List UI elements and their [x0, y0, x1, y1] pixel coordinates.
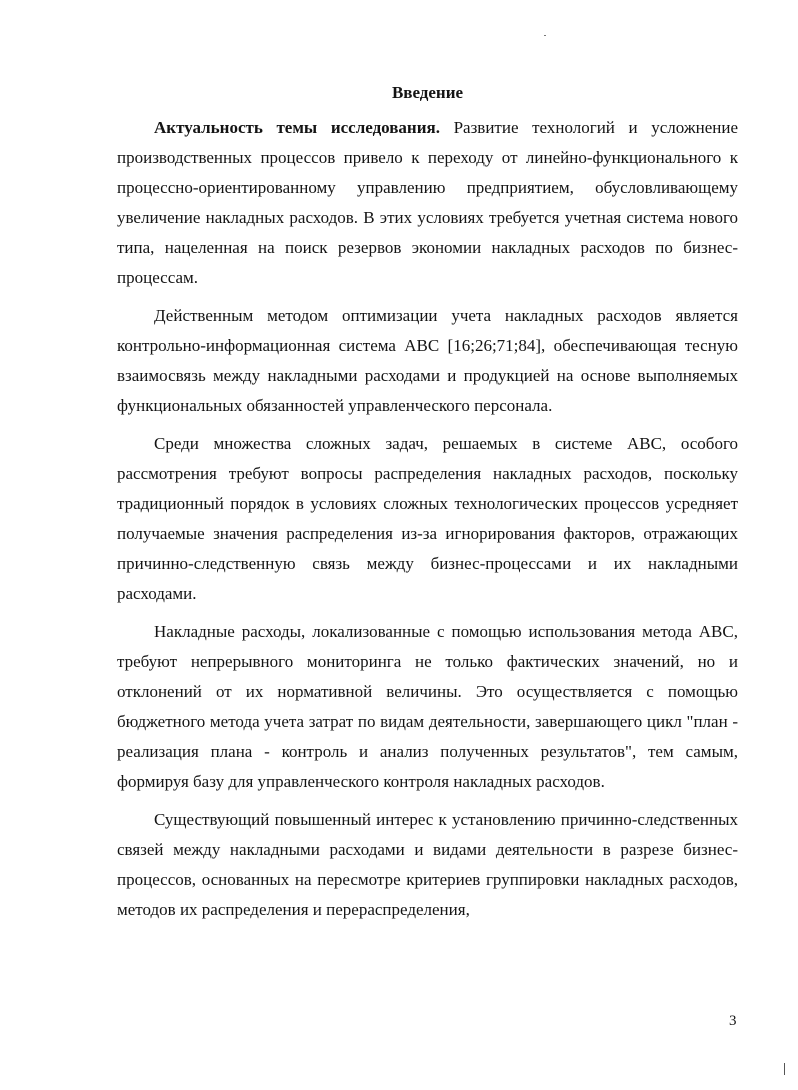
paragraph-lead: Актуальность темы исследования.: [154, 118, 440, 137]
page-number: 3: [729, 1013, 737, 1029]
section-heading: Введение: [391, 83, 464, 102]
paragraph-interest: Существующий повышенный интерес к установлению причинно-следственных связей между накладными расходами и видами деятельности в разрезе бизнес-процессов, основанных на пересмотре критериев группировки накладных расходов, методов их распределения и перераспределения,: [117, 810, 738, 919]
paragraph-monitoring: Накладные расходы, локализованные с помощью использования метода АВС, требуют непрерывного мониторинга не только фактических значений, но и отклонений от их нормативной величины. Это осуществляется с помощью бюджетного метода учета затрат по видам деятельности, завершающего цикл "план - реализация плана - контроль и анализ полученных результатов", тем самым, формируя базу для управленческого контроля накладных расходов.: [117, 622, 738, 791]
paragraph-distribution: Среди множества сложных задач, решаемых в системе АВС, особого рассмотрения требуют вопросы распределения накладных расходов, поскольку традиционный порядок в условиях сложных технологических процессов усредняет получаемые значения распределения из-за игнорирования факторов, отражающих причинно-следственную связь между бизнес-процессами и их накладными расходами.: [117, 434, 738, 603]
body-text: [117, 113, 738, 925]
paragraph-text: Развитие технологий и усложнение производственных процессов привело к переходу от линейно-функционального к процессно-ориентированному управлению предприятием, обусловливающему увеличение накладных расходов. В этих условиях требуется учетная система нового типа, нацеленная на поиск резервов экономии накладных расходов по бизнес-процессам.: [117, 118, 738, 287]
paragraph-relevance: [117, 113, 738, 293]
scan-edge-mark: [784, 1063, 785, 1075]
paragraph-abc-method: Действенным методом оптимизации учета накладных расходов является контрольно-информационная система АВС [16;26;71;84], обеспечивающая тесную взаимосвязь между накладными расходами и продукцией на основе выполняемых функциональных обязанностей управленческого персонала.: [117, 306, 738, 415]
scan-speck: [544, 35, 546, 36]
